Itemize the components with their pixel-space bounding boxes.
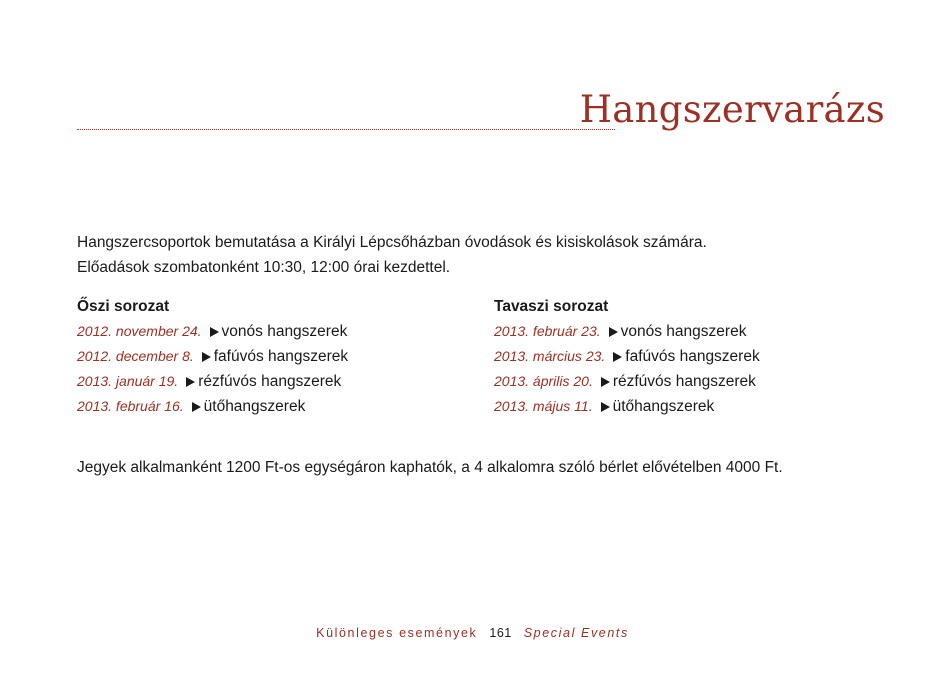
footer-section-en: Special Events [523, 626, 629, 640]
autumn-series [77, 294, 348, 419]
play-arrow-icon [210, 327, 219, 337]
intro-text [77, 230, 707, 280]
page-title: Hangszervarázs [579, 88, 885, 131]
event-row [77, 369, 348, 394]
page-number: 161 [489, 626, 512, 640]
play-arrow-icon [609, 327, 618, 337]
event-date: 2012. december 8. [77, 348, 194, 364]
event-row [77, 394, 348, 419]
event-row [494, 369, 760, 394]
footer-section-hu: Különleges események [316, 626, 478, 640]
event-row [77, 319, 348, 344]
play-arrow-icon [202, 352, 211, 362]
event-row [494, 319, 760, 344]
event-date: 2013. február 16. [77, 398, 184, 414]
event-instrument: fafúvós hangszerek [213, 348, 349, 365]
event-row [494, 394, 760, 419]
ticket-info: Jegyek alkalmanként 1200 Ft-os egységáron kaphatók, a 4 alkalomra szóló bérlet elővételben 4000 Ft. [77, 459, 783, 476]
event-instrument: vonós hangszerek [620, 323, 747, 340]
intro-line-1: Hangszercsoportok bemutatása a Királyi Lépcsőházban óvodások és kisiskolások számára. [77, 234, 707, 251]
event-row [494, 344, 760, 369]
event-date: 2013. január 19. [77, 373, 179, 389]
event-date: 2013. május 11. [494, 398, 593, 414]
event-date: 2013. február 23. [494, 323, 601, 339]
event-instrument: fafúvós hangszerek [625, 348, 760, 365]
play-arrow-icon [192, 402, 201, 412]
play-arrow-icon [601, 402, 610, 412]
event-instrument: rézfúvós hangszerek [198, 373, 342, 390]
event-date: 2013. március 23. [494, 348, 606, 364]
event-instrument: ütőhangszerek [203, 398, 306, 415]
spring-series [494, 294, 760, 419]
event-instrument: ütőhangszerek [612, 398, 715, 415]
play-arrow-icon [601, 377, 610, 387]
page-footer [0, 626, 945, 640]
title-dotted-rule [77, 129, 615, 130]
event-instrument: rézfúvós hangszerek [612, 373, 756, 390]
event-date: 2013. április 20. [494, 373, 593, 389]
play-arrow-icon [186, 377, 195, 387]
event-instrument: vonós hangszerek [221, 323, 348, 340]
play-arrow-icon [613, 352, 622, 362]
event-row [77, 344, 348, 369]
event-date: 2012. november 24. [77, 323, 202, 339]
autumn-series-title: Őszi sorozat [77, 298, 170, 315]
intro-line-2: Előadások szombatonként 10:30, 12:00 órai kezdettel. [77, 259, 451, 276]
spring-series-title: Tavaszi sorozat [494, 298, 609, 315]
